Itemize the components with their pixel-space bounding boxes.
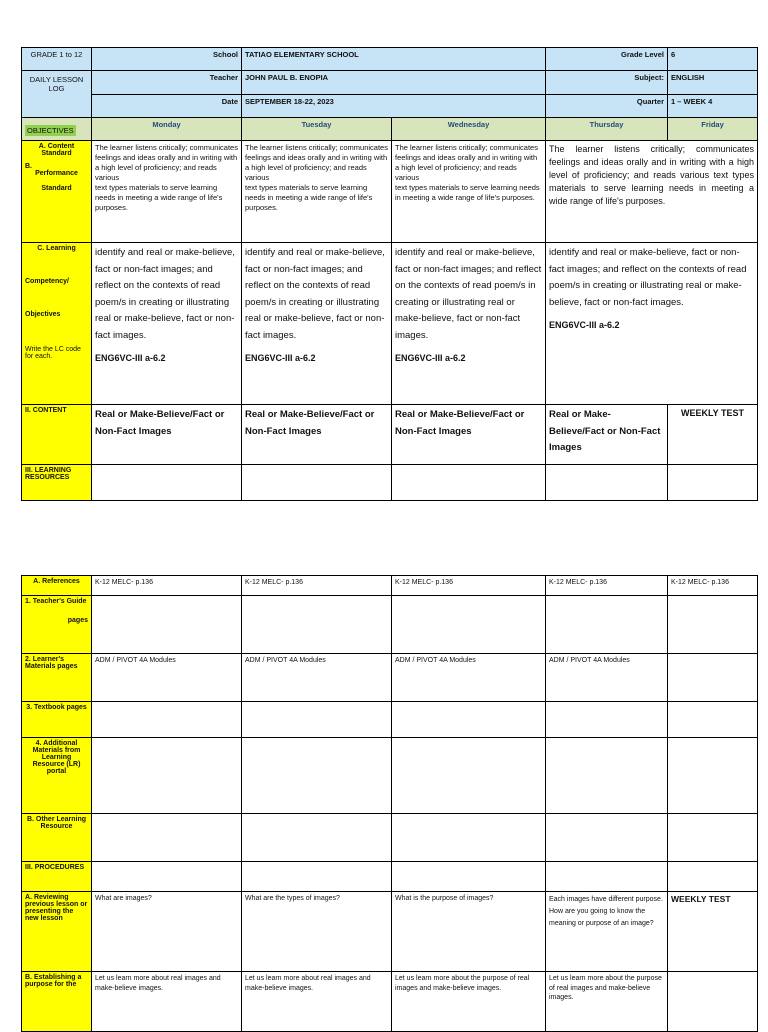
- grade-level-label: Grade Level: [546, 48, 668, 71]
- learners-tuesday: ADM / PIVOT 4A Modules: [242, 654, 392, 702]
- empty-cell: [242, 862, 392, 892]
- date-label: Date: [92, 95, 242, 118]
- empty-cell: [668, 465, 758, 501]
- subject-value: ENGLISH: [668, 71, 758, 95]
- objectives-header: [22, 118, 92, 141]
- grade-level-value: 6: [668, 48, 758, 71]
- competency-tuesday: [242, 243, 392, 405]
- other-resource-label: B. Other Learning Resource: [22, 814, 92, 862]
- empty-cell: [92, 814, 242, 862]
- empty-cell: [92, 465, 242, 501]
- empty-cell: [392, 862, 546, 892]
- learners-materials-label: 2. Learner's Materials pages: [22, 654, 92, 702]
- empty-cell: [242, 738, 392, 814]
- school-value: TATIAO ELEMENTARY SCHOOL: [242, 48, 546, 71]
- empty-cell: [668, 972, 758, 1032]
- empty-cell: [546, 702, 668, 738]
- daily-lesson-log-table: [21, 47, 758, 501]
- day-tuesday: Tuesday: [242, 118, 392, 141]
- references-monday: K-12 MELC- p.136: [92, 576, 242, 596]
- empty-cell: [546, 596, 668, 654]
- lc-code: ENG6VC-III a-6.2: [395, 353, 466, 363]
- standard-text-a: The learner listens critically; communicates feelings and ideas orally and in writing with a high level of proficiency; and reads various: [395, 143, 538, 182]
- standard-wednesday: [392, 141, 546, 243]
- textbook-label: 3. Textbook pages: [22, 702, 92, 738]
- competency-text: identify and real or make-believe, fact or non-fact images; and reflect on the contexts of read poem/s in creating or illustrating real or make-believe, fact or non-fact images.: [245, 247, 385, 341]
- write-lc-label: Write the LC code for each.: [25, 346, 81, 360]
- subject-label: Subject:: [546, 71, 668, 95]
- objectives-row-label: Objectives: [25, 311, 61, 318]
- empty-cell: [668, 596, 758, 654]
- learners-thursday: ADM / PIVOT 4A Modules: [546, 654, 668, 702]
- empty-cell: [546, 465, 668, 501]
- empty-cell: [242, 596, 392, 654]
- establishing-label: B. Establishing a purpose for the: [22, 972, 92, 1032]
- standard-text-a: The learner listens critically; communicates feelings and ideas orally and in writing with a high level of proficiency; and reads various: [245, 143, 388, 182]
- empty-cell: [92, 738, 242, 814]
- log-title: DAILY LESSON LOG: [22, 71, 92, 118]
- empty-cell: [668, 654, 758, 702]
- review-friday: WEEKLY TEST: [668, 892, 758, 972]
- content-thursday: Real or Make-Believe/Fact or Non-Fact Images: [546, 405, 668, 465]
- empty-cell: [92, 702, 242, 738]
- standard-text-b: text types materials to serve learning needs in meeting a wide range of life's purposes.: [395, 183, 540, 202]
- purpose-thursday: Let us learn more about the purpose of real images and make-believe images.: [546, 972, 668, 1032]
- references-tuesday: K-12 MELC- p.136: [242, 576, 392, 596]
- learning-resources-label: III. LEARNING RESOURCES: [22, 465, 92, 501]
- objectives-badge: OBJECTIVES: [27, 126, 74, 135]
- learning-label: C. Learning: [37, 245, 76, 252]
- empty-cell: [242, 702, 392, 738]
- content-monday: Real or Make-Believe/Fact or Non-Fact Images: [92, 405, 242, 465]
- lc-code: ENG6VC-III a-6.2: [95, 353, 166, 363]
- lc-code: ENG6VC-III a-6.2: [549, 320, 620, 330]
- content-standard-label: A. Content Standard: [38, 143, 75, 157]
- competency-label-cell: [22, 243, 92, 405]
- day-monday: Monday: [92, 118, 242, 141]
- references-thursday: K-12 MELC- p.136: [546, 576, 668, 596]
- empty-cell: [546, 738, 668, 814]
- standard-thursday: The learner listens critically; communicates feelings and ideas orally and in writing with a high level of proficiency; and reads various text types materials to serve learning needs in meeting a wide range of life's purposes.: [546, 141, 758, 243]
- day-wednesday: Wednesday: [392, 118, 546, 141]
- teachers-guide-cell: [22, 596, 92, 654]
- teacher-value: JOHN PAUL B. ENOPIA: [242, 71, 546, 95]
- purpose-wednesday: Let us learn more about the purpose of real images and make-believe images.: [392, 972, 546, 1032]
- pages-label: pages: [67, 617, 88, 624]
- purpose-tuesday: Let us learn more about real images and make-believe images.: [242, 972, 392, 1032]
- review-monday: What are images?: [92, 892, 242, 972]
- learners-wednesday: ADM / PIVOT 4A Modules: [392, 654, 546, 702]
- empty-cell: [546, 862, 668, 892]
- competency-thursday: [546, 243, 758, 405]
- empty-cell: [668, 738, 758, 814]
- empty-cell: [242, 814, 392, 862]
- empty-cell: [92, 596, 242, 654]
- content-tuesday: Real or Make-Believe/Fact or Non-Fact Images: [242, 405, 392, 465]
- content-wednesday: Real or Make-Believe/Fact or Non-Fact Images: [392, 405, 546, 465]
- performance-b: B.: [25, 163, 32, 170]
- competency-wednesday: [392, 243, 546, 405]
- competency-text: identify and real or make-believe, fact or non-fact images; and reflect on the contexts of read poem/s in creating or illustrating real or make-believe, fact or non-fact images.: [95, 247, 235, 341]
- references-wednesday: K-12 MELC- p.136: [392, 576, 546, 596]
- competency-text: identify and real or make-believe, fact or non-fact images; and reflect on the contexts of read poem/s in creating or illustrating real or make-believe, fact or non-fact images.: [395, 247, 542, 341]
- review-wednesday: What is the purpose of images?: [392, 892, 546, 972]
- purpose-monday: Let us learn more about real images and make-believe images.: [92, 972, 242, 1032]
- review-tuesday: What are the types of images?: [242, 892, 392, 972]
- procedures-label: III. PROCEDURES: [22, 862, 92, 892]
- standards-label-cell: [22, 141, 92, 243]
- day-friday: Friday: [668, 118, 758, 141]
- empty-cell: [392, 596, 546, 654]
- empty-cell: [392, 738, 546, 814]
- standard-text-b: text types materials to serve learning needs in meeting a wide range of life's purposes.: [245, 183, 373, 212]
- empty-cell: [92, 862, 242, 892]
- standard-tuesday: [242, 141, 392, 243]
- competency-label: Competency/: [25, 278, 69, 285]
- standard-monday: [92, 141, 242, 243]
- quarter-value: 1 – WEEK 4: [668, 95, 758, 118]
- content-friday: WEEKLY TEST: [668, 405, 758, 465]
- standard-text-b: text types materials to serve learning needs in meeting a wide range of life's purposes.: [95, 183, 223, 212]
- date-value: SEPTEMBER 18-22, 2023: [242, 95, 546, 118]
- empty-cell: [242, 465, 392, 501]
- day-thursday: Thursday: [546, 118, 668, 141]
- content-label: II. CONTENT: [22, 405, 92, 465]
- empty-cell: [392, 814, 546, 862]
- references-friday: K-12 MELC- p.136: [668, 576, 758, 596]
- reviewing-label: A. Reviewing previous lesson or presenting the new lesson: [22, 892, 92, 972]
- empty-cell: [546, 814, 668, 862]
- empty-cell: [668, 702, 758, 738]
- empty-cell: [392, 465, 546, 501]
- review-thursday: Each images have different purpose. How are you going to know the meaning or purpose of an image?: [546, 892, 668, 972]
- competency-monday: [92, 243, 242, 405]
- lc-code: ENG6VC-III a-6.2: [245, 353, 316, 363]
- grade-range: GRADE 1 to 12: [22, 48, 92, 71]
- standard-label: Standard: [41, 185, 72, 192]
- school-label: School: [92, 48, 242, 71]
- teachers-guide-label: 1. Teacher's Guide: [25, 598, 87, 605]
- performance-label: Performance: [35, 170, 78, 177]
- empty-cell: [668, 862, 758, 892]
- references-label: A. References: [22, 576, 92, 596]
- empty-cell: [668, 814, 758, 862]
- standard-text-a: The learner listens critically; communicates feelings and ideas orally and in writing with a high level of proficiency; and reads various: [95, 143, 238, 182]
- additional-materials-label: 4. Additional Materials from Learning Resource (LR) portal: [22, 738, 92, 814]
- learners-monday: ADM / PIVOT 4A Modules: [92, 654, 242, 702]
- learning-resources-table: [21, 575, 758, 1032]
- competency-text: identify and real or make-believe, fact or non-fact images; and reflect on the contexts of read poem/s in creating or illustrating real or make-believe, fact or non-fact images.: [549, 247, 747, 308]
- empty-cell: [392, 702, 546, 738]
- quarter-label: Quarter: [546, 95, 668, 118]
- teacher-label: Teacher: [92, 71, 242, 95]
